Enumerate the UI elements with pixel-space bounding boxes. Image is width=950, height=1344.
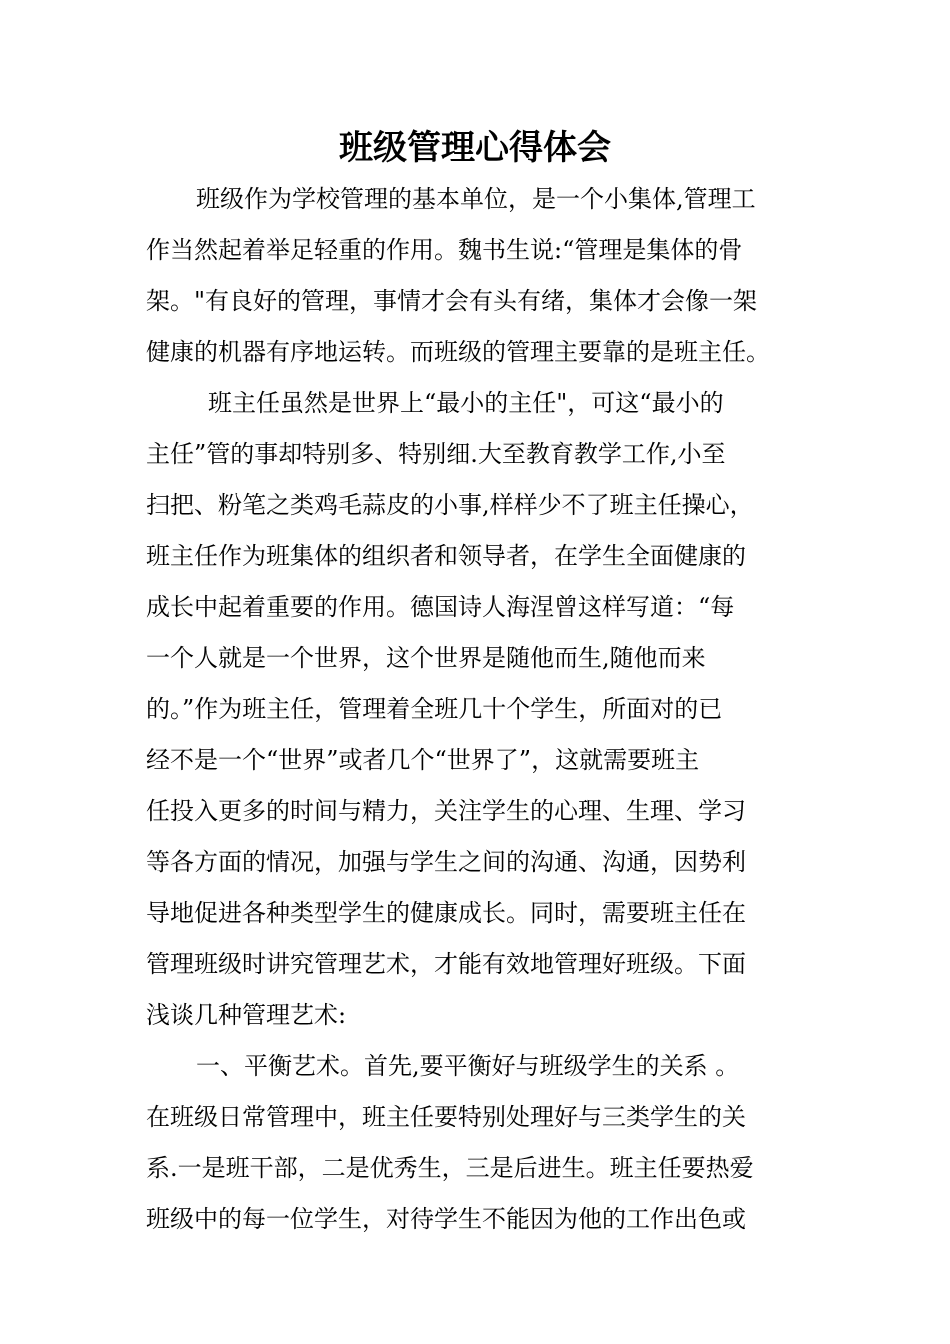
paragraph-line: 系.一是班干部，二是优秀生，三是后进生。班主任要热爱 — [146, 1154, 754, 1182]
paragraph-line: 扫把、粉笔之类鸡毛蒜皮的小事,样样少不了班主任操心， — [146, 491, 754, 519]
paragraph-line: 经不是一个“世界”或者几个“世界了”，这就需要班主 — [146, 746, 700, 774]
paragraph-line: 的。”作为班主任，管理着全班几十个学生，所面对的已 — [146, 695, 723, 723]
paragraph-line: 任投入更多的时间与精力，关注学生的心理、生理、学习 — [146, 797, 746, 825]
paragraph-line: 主任”管的事却特别多、特别细.大至教育教学工作,小至 — [146, 440, 726, 468]
paragraph-line: 管理班级时讲究管理艺术，才能有效地管理好班级。下面 — [146, 950, 746, 978]
paragraph-line: 成长中起着重要的作用。德国诗人海涅曾这样写道：“每 — [146, 593, 735, 621]
paragraph-line: 班主任作为班集体的组织者和领导者，在学生全面健康的 — [146, 542, 746, 570]
paragraph-line: 导地促进各种类型学生的健康成长。同时，需要班主任在 — [146, 899, 746, 927]
document-body — [146, 174, 806, 1245]
paragraph-line: 作当然起着举足轻重的作用。魏书生说:“管理是集体的骨 — [146, 236, 743, 264]
paragraph-line: 班级作为学校管理的基本单位，是一个小集体,管理工 — [196, 185, 756, 213]
paragraph-line: 班主任虽然是世界上“最小的主任"，可这“最小的 — [208, 389, 724, 417]
paragraph-line: 等各方面的情况，加强与学生之间的沟通、沟通，因势利 — [146, 848, 746, 876]
paragraph-line: 浅谈几种管理艺术: — [146, 1001, 347, 1029]
paragraph-line: 架。"有良好的管理，事情才会有头有绪，集体才会像一架 — [146, 287, 758, 315]
paragraph-line: 班级中的每一位学生，对待学生不能因为他的工作出色或 — [146, 1205, 746, 1233]
paragraph-line: 一、平衡艺术。首先,要平衡好与班级学生的关系 。 — [196, 1052, 740, 1080]
document-title: 班级管理心得体会 — [339, 128, 611, 168]
paragraph-line: 在班级日常管理中，班主任要特别处理好与三类学生的关 — [146, 1103, 746, 1131]
paragraph-line: 健康的机器有序地运转。而班级的管理主要靠的是班主任。 — [146, 338, 770, 366]
paragraph-line: 一个人就是一个世界，这个世界是随他而生,随他而来 — [146, 644, 706, 672]
